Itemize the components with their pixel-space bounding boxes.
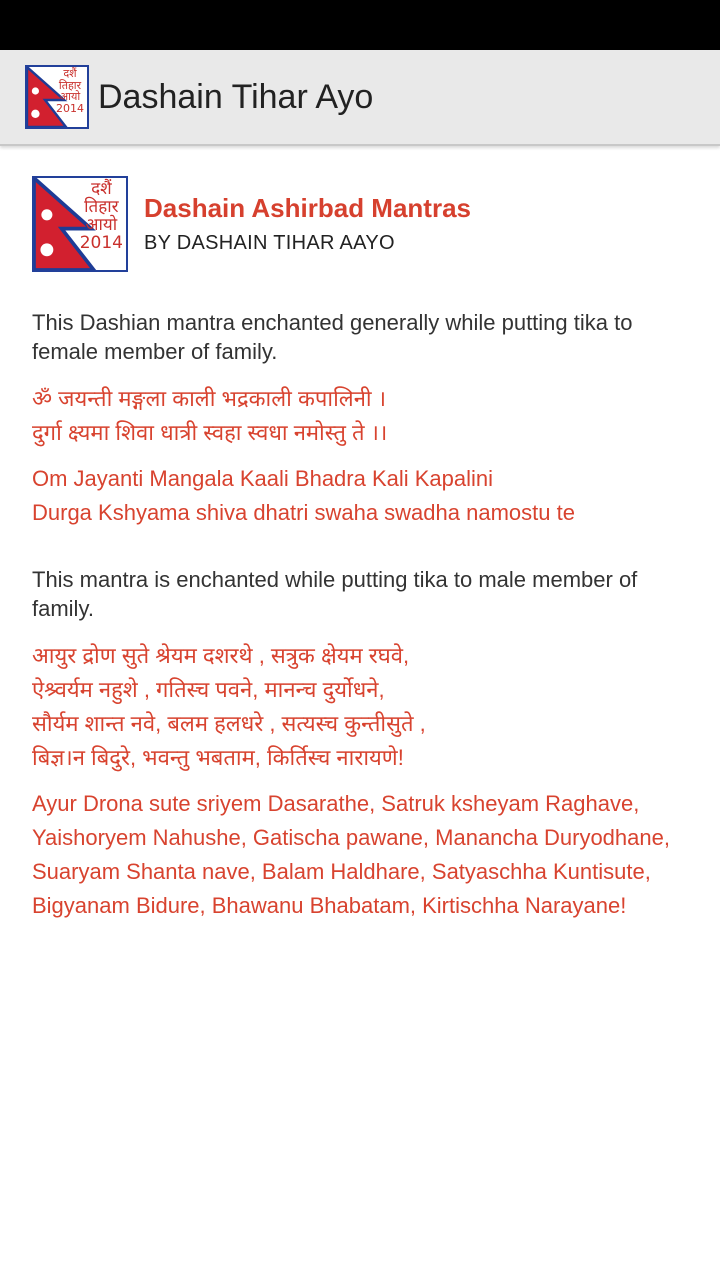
- section-intro: This Dashian mantra enchanted generally while putting tika to female member of family.: [32, 310, 633, 364]
- mantra-roman: Ayur Drona sute sriyem Dasarathe, Satruk ksheyam Raghave, Yaishoryem Nahushe, Gatischa pawane, Manancha Duryodhane, Suaryam Shanta nave, Balam Haldhare, Satyaschha Kuntisute, Bigyanam Bidure, Bhawanu Bhabatam, Kirtischha Narayane!: [32, 791, 670, 918]
- app-logo-icon[interactable]: [25, 65, 89, 129]
- article-title: Dashain Ashirbad Mantras: [144, 193, 472, 223]
- status-bar: [0, 0, 720, 50]
- article-header: [32, 176, 688, 272]
- article-logo-icon: दशैं तिहार आयो 2014: [32, 176, 128, 272]
- section-intro: This mantra is enchanted while putting tika to male member of family.: [32, 567, 638, 621]
- content: [0, 146, 720, 920]
- logo-text: दशैं तिहार आयो 2014: [56, 67, 84, 115]
- app-title: Dashain Tihar Ayo: [98, 77, 374, 116]
- article-byline: BY DASHAIN TIHAR AAYO: [144, 232, 395, 254]
- mantra-devanagari: ॐ जयन्ती मङ्गला काली भद्रकाली कपालिनी । दुर्गा क्ष्यमा शिवा धात्री स्वहा स्वधा नमोस्तु ते ।।: [32, 386, 388, 445]
- mantra-roman: Om Jayanti Mangala Kaali Bhadra Kali Kapalini Durga Kshyama shiva dhatri swaha swadha namostu te: [32, 466, 575, 525]
- action-bar: [0, 50, 720, 146]
- mantra-devanagari: आयुर द्रोण सुते श्रेयम दशरथे , सत्रुक क्षेयम रघवे, ऐश्र्वर्यम नहुशे , गतिस्च पवने, मानन्च दुर्योधने, सौर्यम शान्त नवे, बलम हलधरे , सत्यस्च कुन्तीसुते , बिज्ञ।न बिदुरे, भवन्तु भबताम, किर्तिस्च नारायणे!: [32, 643, 426, 770]
